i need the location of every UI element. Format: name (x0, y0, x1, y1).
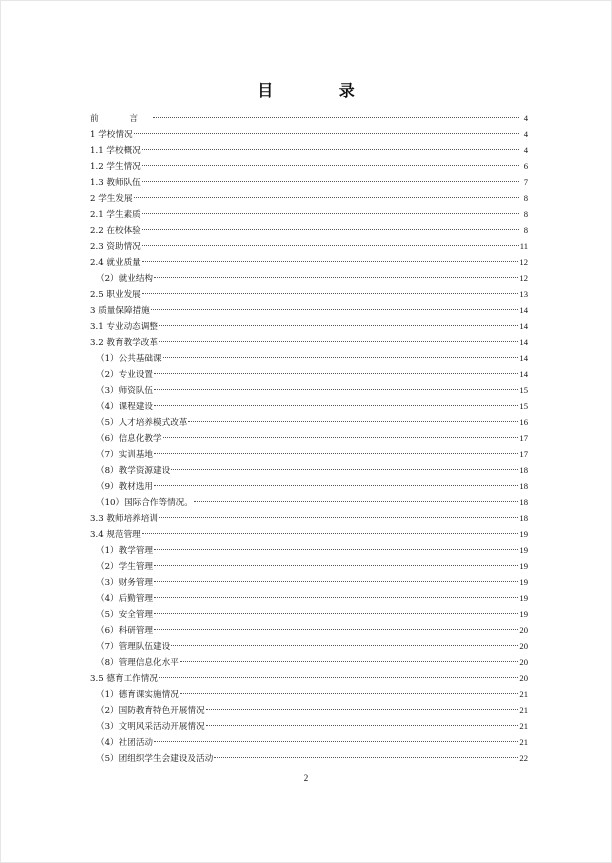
toc-entry-label: 3.3 教师培养培训 (90, 514, 158, 524)
toc-entry-label: 1.3 教师队伍 (90, 178, 141, 188)
toc-entry[interactable] (90, 430, 528, 446)
toc-entry-page: 17 (519, 449, 528, 459)
toc-dot-leader (171, 645, 518, 646)
toc-entry-page: 19 (519, 529, 528, 539)
toc-entry[interactable] (90, 366, 528, 382)
toc-entry-page: 7 (523, 177, 528, 187)
toc-entry[interactable] (90, 702, 528, 718)
toc-dot-leader (154, 597, 518, 598)
toc-entry-page: 4 (523, 129, 528, 139)
toc-entry-page: 8 (523, 225, 528, 235)
toc-entry[interactable] (90, 686, 528, 702)
toc-entry[interactable] (90, 750, 528, 766)
toc-entry-page: 16 (519, 417, 528, 427)
toc-entry[interactable] (90, 270, 528, 286)
toc-entry-page: 15 (519, 401, 528, 411)
toc-entry-label: 2.5 职业发展 (90, 290, 141, 300)
toc-entry[interactable] (90, 398, 528, 414)
toc-dot-leader (154, 741, 518, 742)
toc-dot-leader (206, 725, 519, 726)
toc-entry-label: （1）公共基础课 (96, 354, 162, 364)
toc-entry[interactable] (90, 414, 528, 430)
toc-entry-label: 前 言 (90, 114, 152, 124)
toc-entry[interactable] (90, 142, 528, 158)
toc-dot-leader (180, 661, 519, 662)
toc-entry[interactable] (90, 286, 528, 302)
toc-entry-label: 3.5 德育工作情况 (90, 674, 158, 684)
toc-entry-page: 13 (519, 289, 528, 299)
toc-dot-leader (180, 693, 519, 694)
toc-entry-label: （1）德育课实施情况 (96, 690, 179, 700)
toc-entry-label: （2）国防教育特色开展情况 (96, 706, 205, 716)
toc-entry[interactable] (90, 110, 528, 126)
toc-dot-leader (159, 517, 518, 518)
toc-entry[interactable] (90, 126, 528, 142)
toc-entry[interactable] (90, 622, 528, 638)
toc-dot-leader (142, 181, 519, 182)
toc-entry-page: 21 (519, 689, 528, 699)
toc-entry[interactable] (90, 318, 528, 334)
toc-dot-leader (154, 389, 518, 390)
toc-entry-page: 21 (519, 737, 528, 747)
toc-entry[interactable] (90, 254, 528, 270)
toc-entry[interactable] (90, 526, 528, 542)
toc-dot-leader (154, 613, 518, 614)
toc-entry-label: （1）教学管理 (96, 546, 154, 556)
toc-entry-label: 1 学校情况 (90, 130, 133, 140)
toc-dot-leader (142, 245, 519, 246)
toc-entry[interactable] (90, 382, 528, 398)
toc-entry-label: 3.1 专业动态调整 (90, 322, 158, 332)
toc-entry[interactable] (90, 222, 528, 238)
toc-dot-leader (142, 261, 519, 262)
toc-entry-page: 21 (519, 705, 528, 715)
toc-dot-leader (154, 277, 518, 278)
toc-dot-leader (154, 549, 518, 550)
toc-entry-page: 19 (519, 593, 528, 603)
toc-entry-page: 12 (519, 273, 528, 283)
toc-entry[interactable] (90, 638, 528, 654)
toc-entry[interactable] (90, 206, 528, 222)
toc-dot-leader (134, 133, 519, 134)
toc-entry[interactable] (90, 158, 528, 174)
toc-entry-page: 14 (519, 369, 528, 379)
toc-entry-label: （4）社团活动 (96, 738, 154, 748)
toc-entry[interactable] (90, 190, 528, 206)
toc-entry[interactable] (90, 238, 528, 254)
toc-dot-leader (214, 757, 518, 758)
toc-entry[interactable] (90, 478, 528, 494)
toc-dot-leader (163, 357, 519, 358)
toc-entry[interactable] (90, 654, 528, 670)
toc-entry-page: 18 (519, 497, 528, 507)
toc-dot-leader (142, 213, 519, 214)
toc-entry[interactable] (90, 606, 528, 622)
toc-entry-page: 11 (519, 241, 528, 251)
toc-entry-label: 3.2 教育教学改革 (90, 338, 158, 348)
toc-dot-leader (154, 373, 518, 374)
toc-entry[interactable] (90, 734, 528, 750)
toc-entry-label: 3 质量保障措施 (90, 306, 150, 316)
toc-entry-label: （9）教材选用 (96, 482, 154, 492)
toc-entry-page: 14 (519, 353, 528, 363)
toc-dot-leader (151, 309, 519, 310)
toc-entry-label: 2.4 就业质量 (90, 258, 141, 268)
toc-entry-page: 14 (519, 321, 528, 331)
toc-entry[interactable] (90, 446, 528, 462)
toc-entry-page: 6 (523, 161, 528, 171)
toc-entry-label: 1.1 学校概况 (90, 146, 141, 156)
toc-dot-leader (153, 117, 519, 118)
toc-entry-label: （5）人才培养模式改革 (96, 418, 188, 428)
toc-entry[interactable] (90, 334, 528, 350)
toc-entry-page: 14 (519, 305, 528, 315)
toc-entry-page: 15 (519, 385, 528, 395)
toc-entry-page: 20 (519, 641, 528, 651)
toc-entry-label: （8）管理信息化水平 (96, 658, 179, 668)
toc-entry-label: （2）就业结构 (96, 274, 154, 284)
toc-entry-label: （3）文明风采活动开展情况 (96, 722, 205, 732)
toc-entry-label: （3）师资队伍 (96, 386, 154, 396)
toc-entry-label: （2）专业设置 (96, 370, 154, 380)
toc-dot-leader (142, 149, 519, 150)
toc-entry[interactable] (90, 302, 528, 318)
toc-entry-page: 18 (519, 465, 528, 475)
toc-entry-label: （2）学生管理 (96, 562, 154, 572)
toc-entry-page: 22 (519, 753, 528, 763)
toc-entry-page: 8 (523, 193, 528, 203)
toc-entry-label: （3）财务管理 (96, 578, 154, 588)
toc-dot-leader (159, 677, 518, 678)
toc-entry-label: （6）科研管理 (96, 626, 154, 636)
toc-entry[interactable] (90, 718, 528, 734)
toc-entry-page: 20 (519, 657, 528, 667)
toc-entry-label: （5）团组织学生会建设及活动 (96, 754, 214, 764)
toc-entry-page: 19 (519, 577, 528, 587)
page-title: 目 录 (257, 81, 385, 100)
toc-entry-label: （5）安全管理 (96, 610, 154, 620)
toc-dot-leader (134, 197, 519, 198)
toc-dot-leader (142, 165, 519, 166)
toc-entry[interactable] (90, 542, 528, 558)
toc-entry-label: 2.2 在校体验 (90, 226, 141, 236)
toc-entry[interactable] (90, 590, 528, 606)
toc-entry-label: （10）国际合作等情况。 (96, 498, 193, 508)
toc-entry[interactable] (90, 510, 528, 526)
toc-entry-page: 14 (519, 337, 528, 347)
toc-entry-label: （4）课程建设 (96, 402, 154, 412)
toc-entry-label: （7）管理队伍建设 (96, 642, 171, 652)
toc-entry-page: 19 (519, 545, 528, 555)
toc-entry-page: 4 (523, 145, 528, 155)
toc-entry-label: 3.4 规范管理 (90, 530, 141, 540)
toc-entry-label: 1.2 学生情况 (90, 162, 141, 172)
toc-dot-leader (194, 501, 519, 502)
toc-entry-label: （7）实训基地 (96, 450, 154, 460)
toc-dot-leader (154, 565, 518, 566)
page-number: 2 (303, 773, 309, 783)
toc-entry-label: （4）后勤管理 (96, 594, 154, 604)
toc-dot-leader (142, 533, 519, 534)
toc-entry-page: 20 (519, 625, 528, 635)
toc-dot-leader (154, 453, 518, 454)
toc-entry[interactable] (90, 558, 528, 574)
toc-dot-leader (163, 437, 519, 438)
table-of-contents (90, 110, 528, 766)
toc-entry[interactable] (90, 670, 528, 686)
toc-entry-page: 21 (519, 721, 528, 731)
toc-entry-page: 20 (519, 673, 528, 683)
toc-dot-leader (159, 325, 518, 326)
toc-dot-leader (154, 581, 518, 582)
toc-entry-page: 17 (519, 433, 528, 443)
toc-dot-leader (206, 709, 519, 710)
toc-dot-leader (142, 293, 519, 294)
toc-dot-leader (171, 469, 518, 470)
toc-entry[interactable] (90, 574, 528, 590)
toc-entry[interactable] (90, 462, 528, 478)
toc-dot-leader (188, 421, 518, 422)
toc-entry-label: 2 学生发展 (90, 194, 133, 204)
toc-entry-page: 19 (519, 609, 528, 619)
toc-dot-leader (142, 229, 519, 230)
toc-entry-label: （6）信息化教学 (96, 434, 162, 444)
toc-dot-leader (154, 405, 518, 406)
toc-entry-page: 4 (523, 113, 528, 123)
toc-entry-label: 2.1 学生素质 (90, 210, 141, 220)
toc-dot-leader (154, 485, 518, 486)
toc-entry-page: 18 (519, 513, 528, 523)
toc-entry[interactable] (90, 494, 528, 510)
toc-entry[interactable] (90, 174, 528, 190)
toc-entry-label: 2.3 资助情况 (90, 242, 141, 252)
toc-entry-page: 19 (519, 561, 528, 571)
toc-entry[interactable] (90, 350, 528, 366)
toc-entry-page: 8 (523, 209, 528, 219)
toc-dot-leader (159, 341, 518, 342)
toc-entry-page: 12 (519, 257, 528, 267)
toc-dot-leader (154, 629, 518, 630)
toc-entry-label: （8）教学资源建设 (96, 466, 171, 476)
toc-entry-page: 18 (519, 481, 528, 491)
